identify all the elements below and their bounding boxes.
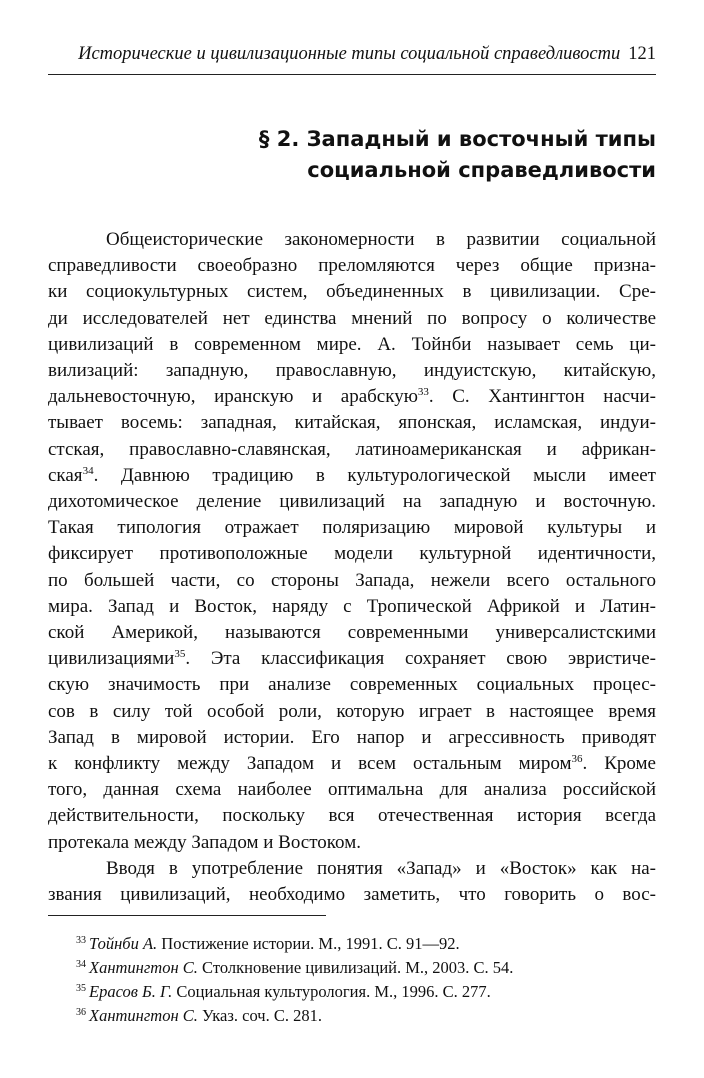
text-segment: . Давнюю традицию в культурологической мысли имеет [93, 464, 656, 486]
footnote-ref-33: 33 [417, 386, 429, 399]
footnote-author: Ерасов Б. Г. [89, 982, 173, 1001]
footnote-text: Указ. соч. С. 281. [197, 1006, 322, 1025]
footnote-number: 34 [76, 959, 86, 970]
paragraph-1 [48, 227, 656, 856]
section-heading-line-1: § 2. Западный и восточный типы [258, 127, 656, 151]
footnote-author: Тойнби А. [89, 934, 158, 953]
text-segment: ская [48, 464, 83, 486]
footnote-33 [76, 932, 513, 956]
text-line: звания цивилизаций, необходимо заметить, что говорить о вос- [48, 884, 656, 906]
footnote-number: 36 [76, 1007, 86, 1018]
footnote-36 [76, 1004, 513, 1028]
text-line: мира. Запад и Восток, наряду с Тропической Африкой и Латин- [48, 595, 656, 617]
text-line: вилизаций: западную, православную, индуистскую, китайскую, [48, 360, 656, 382]
footnote-35 [76, 980, 513, 1004]
section-heading [96, 124, 656, 186]
footnote-number: 35 [76, 983, 86, 994]
text-line: ки социокультурных систем, объединенных в цивилизации. Сре- [48, 281, 656, 303]
text-line: Общеисторические закономерности в развитии социальной [106, 229, 656, 250]
text-line: Запад в мировой истории. Его напор и агрессивность приводят [48, 726, 656, 748]
page-number: 121 [628, 44, 656, 64]
footnote-ref-36: 36 [571, 753, 583, 766]
footnote-author: Хантингтон С. [89, 1006, 198, 1025]
text-line: сов в силу той особой роли, которую играет в настоящее время [48, 700, 656, 722]
body-text [48, 227, 656, 908]
text-segment: . Эта классификация сохраняет свою эвристиче- [185, 648, 656, 670]
running-head [48, 44, 656, 75]
text-segment: дальневосточную, иранскую и арабскую [48, 386, 418, 408]
text-line: ди исследователей нет единства мнений по вопросу о количестве [48, 307, 656, 329]
text-line: протекала между Западом и Востоком. [48, 831, 361, 853]
footnote-ref-35: 35 [174, 648, 186, 661]
footnote-text: Постижение истории. М., 1991. С. 91—92. [157, 934, 460, 953]
text-segment: . С. Хантингтон насчи- [428, 386, 656, 408]
text-line [48, 384, 656, 410]
footnote-text: Социальная культурология. М., 1996. С. 277. [172, 982, 491, 1001]
text-line: скую значимость при анализе современных социальных процес- [48, 674, 656, 696]
paragraph-2 [48, 856, 656, 908]
text-line [48, 646, 656, 672]
text-line: цивилизаций в современном мире. А. Тойнби называет семь ци- [48, 333, 656, 355]
text-line: фиксирует противоположные модели культурной идентичности, [48, 543, 656, 565]
text-line [48, 751, 656, 777]
footnote-divider [48, 915, 326, 916]
text-line: тывает восемь: западная, китайская, японская, исламская, индуи- [48, 412, 656, 434]
text-line: дихотомическое деление цивилизаций на западную и восточную. [48, 491, 656, 513]
footnote-author: Хантингтон С. [89, 958, 198, 977]
text-line: Такая типология отражает поляризацию мировой культуры и [48, 517, 656, 539]
footnote-text: Столкновение цивилизаций. М., 2003. С. 54. [197, 958, 514, 977]
text-segment: цивилизациями [48, 648, 175, 670]
text-segment: . Кроме [582, 753, 656, 775]
text-line: ской Америкой, называются современными универсалистскими [48, 622, 656, 644]
text-line: действительности, поскольку вся отечественная история всегда [48, 805, 656, 827]
section-heading-line-2: социальной справедливости [307, 158, 656, 182]
text-segment: к конфликту между Западом и всем остальным миром [48, 753, 572, 775]
text-line: по большей части, со стороны Запада, нежели всего остального [48, 569, 656, 591]
footnotes [76, 932, 513, 1028]
footnote-ref-34: 34 [82, 464, 94, 477]
footnote-number: 33 [76, 935, 86, 946]
text-line: справедливости своеобразно преломляются через общие призна- [48, 255, 656, 277]
text-line: стская, православно-славянская, латиноамериканская и африкан- [48, 438, 656, 460]
running-head-title: Исторические и цивилизационные типы социальной справедливости [78, 44, 621, 64]
text-line: того, данная схема наиболее оптимальна для анализа российской [48, 779, 656, 801]
text-line [48, 463, 656, 489]
text-line: Вводя в употребление понятия «Запад» и «Восток» как на- [106, 857, 656, 879]
footnote-34 [76, 956, 513, 980]
